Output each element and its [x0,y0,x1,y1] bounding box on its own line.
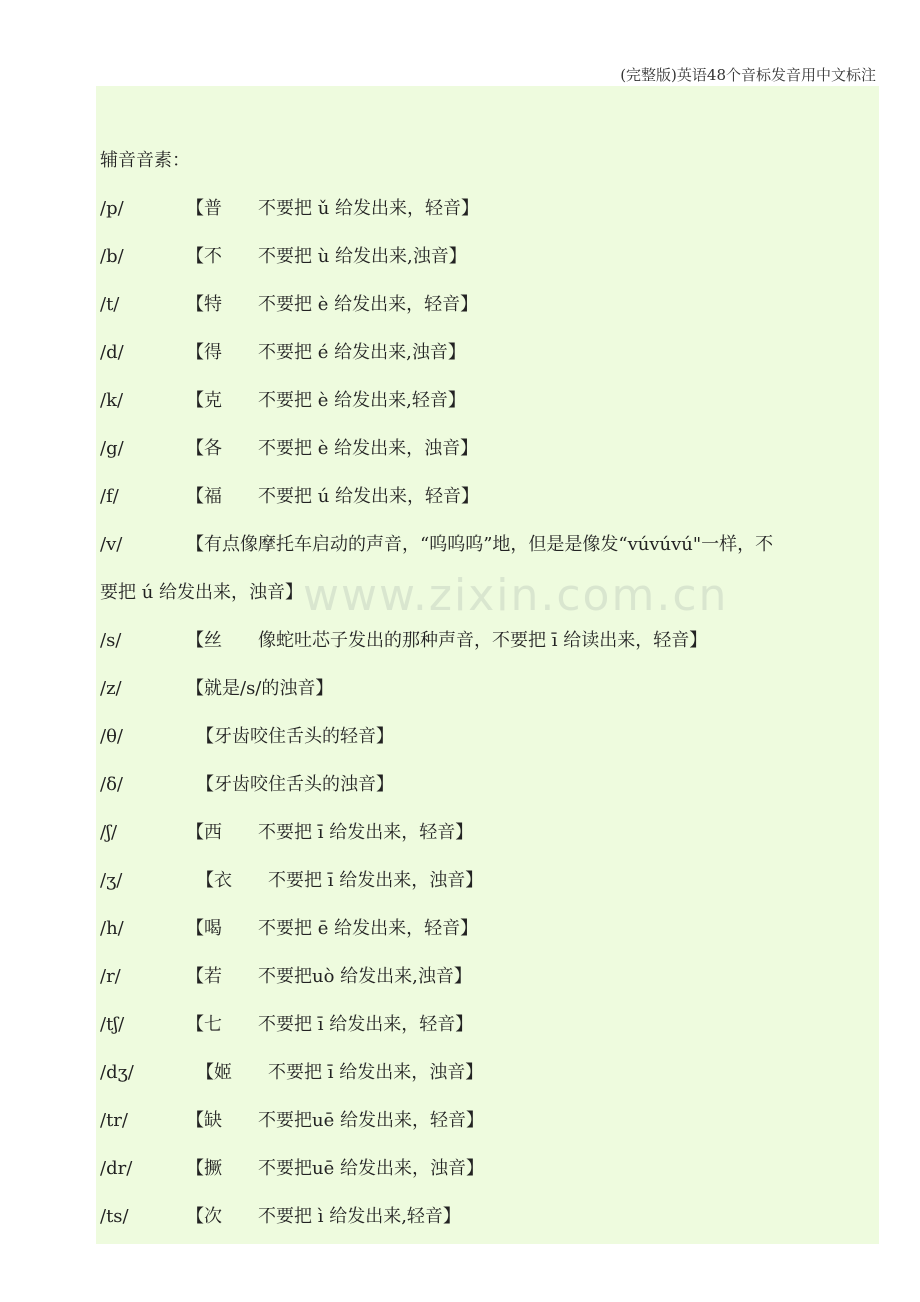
phoneme-description: 【不 不要把 ù 给发出来,浊音】 [186,246,467,267]
phoneme-symbol: /ʒ/ [100,870,123,891]
watermark: www.zixin.com.cn [303,570,729,621]
phoneme-symbol: /dr/ [100,1158,133,1179]
phoneme-description: 【牙齿咬住舌头的轻音】 [196,726,394,747]
phoneme-symbol: /h/ [100,918,124,939]
phoneme-description: 【若 不要把uò 给发出来,浊音】 [186,966,472,987]
phoneme-symbol: /b/ [100,246,124,267]
phoneme-symbol: /δ/ [100,774,123,795]
phoneme-description: 【丝 像蛇吐芯子发出的那种声音，不要把 ī 给读出来，轻音】 [186,630,708,651]
phoneme-description: 【撅 不要把uē 给发出来，浊音】 [186,1158,484,1179]
phoneme-symbol: /f/ [100,486,119,507]
phoneme-symbol: /θ/ [100,726,123,747]
phoneme-description: 【特 不要把 è 给发出来，轻音】 [186,294,479,315]
phoneme-symbol: /ts/ [100,1206,129,1227]
phoneme-symbol: /r/ [100,966,121,987]
phoneme-description: 【牙齿咬住舌头的浊音】 [196,774,394,795]
document-header: (完整版)英语48个音标发音用中文标注 [620,66,876,84]
phoneme-symbol: /k/ [100,390,124,411]
phoneme-symbol: /t/ [100,294,120,315]
phoneme-description: 【西 不要把 ī 给发出来，轻音】 [186,822,474,843]
document-content [96,86,879,1244]
phoneme-symbol: /tr/ [100,1110,128,1131]
phoneme-symbol: /d/ [100,342,124,363]
phoneme-description: 【就是/s/的浊音】 [186,678,334,699]
phoneme-description-continuation: 要把 ú 给发出来，浊音】 [100,582,304,603]
phoneme-description: 【有点像摩托车启动的声音，“呜呜呜”地，但是是像发“vúvúvú"一样，不 [186,534,774,555]
phoneme-description: 【七 不要把 ī 给发出来，轻音】 [186,1014,474,1035]
phoneme-description: 【姬 不要把 ī 给发出来，浊音】 [196,1062,484,1083]
phoneme-symbol: /ʃ/ [100,822,118,843]
phoneme-symbol: /p/ [100,198,124,219]
phoneme-symbol: /z/ [100,678,122,699]
phoneme-description: 【克 不要把 è 给发出来,轻音】 [186,390,466,411]
phoneme-description: 【衣 不要把 ī 给发出来，浊音】 [196,870,484,891]
phoneme-description: 【喝 不要把 ē 给发出来，轻音】 [186,918,479,939]
section-title: 辅音音素： [100,150,190,171]
phoneme-description: 【普 不要把 ǔ 给发出来，轻音】 [186,198,480,219]
phoneme-description: 【各 不要把 è 给发出来，浊音】 [186,438,479,459]
phoneme-symbol: /v/ [100,534,123,555]
phoneme-description: 【缺 不要把uē 给发出来，轻音】 [186,1110,484,1131]
phoneme-symbol: /tʃ/ [100,1014,125,1035]
phoneme-symbol: /g/ [100,438,124,459]
phoneme-description: 【得 不要把 é 给发出来,浊音】 [186,342,466,363]
phoneme-symbol: /dʒ/ [100,1062,134,1083]
phoneme-description: 【福 不要把 ú 给发出来，轻音】 [186,486,480,507]
phoneme-symbol: /s/ [100,630,122,651]
phoneme-description: 【次 不要把 ì 给发出来,轻音】 [186,1206,461,1227]
